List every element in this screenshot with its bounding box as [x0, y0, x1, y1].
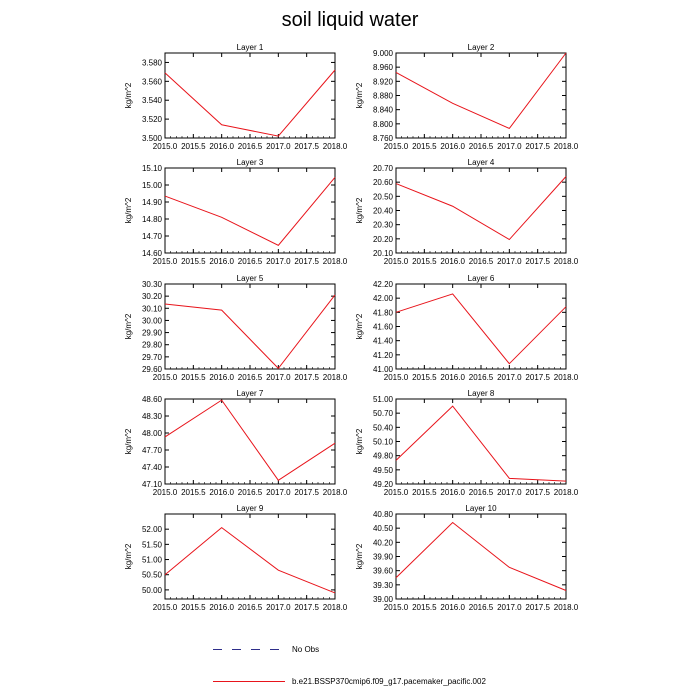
y-tick-label: 29.60 [141, 365, 162, 374]
y-tick-label: 20.30 [372, 220, 393, 230]
plot-frame [165, 399, 335, 484]
x-tick-label: 2015.0 [152, 257, 178, 266]
x-tick-label: 2015.0 [383, 257, 409, 266]
y-tick-label: 50.70 [372, 409, 393, 419]
series-line-1 [396, 177, 566, 240]
y-tick-label: 8.920 [372, 77, 393, 87]
chart-panel-6 [355, 274, 579, 382]
y-tick-label: 20.50 [372, 192, 393, 202]
y-tick-label: 3.520 [141, 115, 162, 125]
x-tick-label: 2017.0 [497, 257, 522, 266]
panel-title: Layer 8 [467, 389, 495, 398]
x-tick-label: 2017.0 [497, 142, 522, 151]
y-tick-label: 51.50 [141, 540, 162, 550]
x-tick-label: 2015.0 [383, 488, 409, 497]
y-tick-label: 20.10 [372, 249, 393, 258]
x-tick-label: 2015.0 [383, 142, 409, 151]
y-tick-label: 30.30 [141, 280, 162, 289]
y-axis-label: kg/m^2 [124, 543, 133, 570]
x-tick-label: 2015.0 [383, 373, 409, 382]
y-tick-label: 42.20 [372, 280, 393, 289]
chart-panel-9 [124, 504, 348, 612]
y-axis-label: kg/m^2 [124, 82, 133, 109]
series-line-1 [165, 177, 335, 245]
series-line-1 [396, 406, 566, 481]
y-axis-label: kg/m^2 [355, 313, 364, 340]
chart-legend [213, 645, 486, 686]
x-tick-label: 2017.0 [266, 373, 291, 382]
chart-panel-1 [124, 43, 348, 151]
y-axis-label: kg/m^2 [355, 543, 364, 570]
x-tick-label: 2018.0 [553, 257, 579, 266]
x-tick-label: 2016.5 [468, 488, 494, 497]
panel-title: Layer 9 [236, 504, 264, 513]
x-tick-label: 2017.5 [294, 373, 319, 382]
x-tick-label: 2016.5 [237, 488, 263, 497]
x-tick-label: 2015.5 [181, 603, 206, 612]
y-tick-label: 39.90 [372, 552, 393, 562]
figure-title: soil liquid water [281, 9, 419, 31]
y-tick-label: 3.500 [141, 134, 162, 143]
x-tick-label: 2018.0 [322, 488, 348, 497]
y-tick-label: 40.50 [372, 524, 393, 534]
x-tick-label: 2018.0 [553, 142, 579, 151]
y-tick-label: 8.840 [372, 105, 393, 115]
x-tick-label: 2016.0 [209, 488, 234, 497]
chart-panel-7 [124, 389, 348, 497]
y-tick-label: 9.000 [372, 49, 393, 58]
y-tick-label: 51.00 [372, 395, 393, 404]
y-tick-label: 39.30 [372, 580, 393, 590]
x-tick-label: 2018.0 [322, 142, 348, 151]
y-tick-label: 14.60 [141, 249, 162, 258]
y-tick-label: 41.00 [372, 365, 393, 374]
y-tick-label: 20.20 [372, 234, 393, 244]
x-tick-label: 2016.0 [440, 488, 465, 497]
x-tick-label: 2016.0 [440, 373, 465, 382]
y-tick-label: 39.60 [372, 566, 393, 576]
x-tick-label: 2015.0 [152, 488, 178, 497]
x-tick-label: 2017.0 [266, 257, 291, 266]
x-tick-label: 2017.5 [525, 603, 550, 612]
x-tick-label: 2017.5 [525, 257, 550, 266]
x-tick-label: 2017.0 [266, 488, 291, 497]
y-tick-label: 20.70 [372, 164, 393, 173]
plot-frame [165, 514, 335, 599]
x-tick-label: 2016.0 [440, 603, 465, 612]
panel-title: Layer 10 [465, 504, 497, 513]
y-tick-label: 30.10 [141, 304, 162, 314]
x-tick-label: 2017.5 [294, 488, 319, 497]
plot-frame [396, 168, 566, 253]
x-tick-label: 2015.5 [181, 257, 206, 266]
y-axis-label: kg/m^2 [355, 197, 364, 224]
chart-panel-5 [124, 274, 348, 382]
panel-title: Layer 2 [467, 43, 495, 52]
x-tick-label: 2015.5 [412, 257, 437, 266]
x-tick-label: 2015.5 [412, 603, 437, 612]
y-tick-label: 41.60 [372, 322, 393, 332]
x-tick-label: 2016.5 [468, 257, 494, 266]
x-tick-label: 2015.0 [383, 603, 409, 612]
y-tick-label: 30.20 [141, 292, 162, 302]
y-tick-label: 30.00 [141, 316, 162, 326]
x-tick-label: 2016.5 [237, 142, 263, 151]
y-tick-label: 15.00 [141, 181, 162, 190]
plot-frame [165, 53, 335, 138]
series-line-1 [165, 400, 335, 480]
chart-panel-10 [355, 504, 579, 612]
chart-panel-3 [124, 158, 348, 266]
y-tick-label: 3.540 [141, 96, 162, 106]
x-tick-label: 2018.0 [553, 488, 579, 497]
y-tick-label: 50.50 [141, 570, 162, 580]
panel-title: Layer 6 [467, 274, 495, 283]
x-tick-label: 2015.5 [181, 488, 206, 497]
x-tick-label: 2017.5 [525, 488, 550, 497]
series-line-1 [165, 70, 335, 136]
x-tick-label: 2017.0 [497, 373, 522, 382]
y-tick-label: 47.70 [141, 446, 162, 455]
y-tick-label: 50.10 [372, 437, 393, 447]
legend-series-label: b.e21.BSSP370cmip6.f09_g17.pacemaker_pacific.002 [292, 677, 486, 686]
x-tick-label: 2016.5 [237, 373, 263, 382]
x-tick-label: 2017.5 [294, 142, 319, 151]
plot-frame [396, 514, 566, 599]
x-tick-label: 2016.0 [209, 373, 234, 382]
y-tick-label: 15.10 [141, 164, 162, 173]
y-tick-label: 48.60 [141, 395, 162, 404]
y-tick-label: 48.30 [141, 412, 162, 421]
x-tick-label: 2018.0 [322, 373, 348, 382]
chart-panel-4 [355, 158, 579, 266]
y-tick-label: 3.560 [141, 77, 162, 87]
y-tick-label: 40.20 [372, 538, 393, 548]
x-tick-label: 2018.0 [553, 373, 579, 382]
y-tick-label: 41.80 [372, 308, 393, 318]
series-line-1 [165, 528, 335, 593]
series-line-1 [396, 523, 566, 591]
x-tick-label: 2015.5 [181, 373, 206, 382]
y-tick-label: 14.80 [141, 215, 162, 224]
panel-title: Layer 1 [236, 43, 264, 52]
y-tick-label: 29.90 [141, 328, 162, 338]
panel-title: Layer 5 [236, 274, 264, 283]
chart-panels [124, 43, 579, 612]
y-tick-label: 49.80 [372, 451, 393, 461]
x-tick-label: 2017.0 [266, 603, 291, 612]
x-tick-label: 2015.0 [152, 603, 178, 612]
y-tick-label: 41.20 [372, 350, 393, 360]
series-line-1 [396, 53, 566, 128]
y-axis-label: kg/m^2 [355, 428, 364, 455]
y-tick-label: 49.20 [372, 480, 393, 489]
plot-frame [165, 284, 335, 369]
series-line-1 [165, 295, 335, 368]
x-tick-label: 2017.5 [525, 373, 550, 382]
x-tick-label: 2017.0 [497, 603, 522, 612]
y-tick-label: 52.00 [141, 525, 162, 535]
y-axis-label: kg/m^2 [124, 313, 133, 340]
y-axis-label: kg/m^2 [355, 82, 364, 109]
y-tick-label: 3.580 [141, 58, 162, 68]
x-tick-label: 2015.0 [152, 142, 178, 151]
panel-title: Layer 4 [467, 158, 495, 167]
plot-frame [396, 284, 566, 369]
series-line-1 [396, 294, 566, 364]
y-tick-label: 51.00 [141, 555, 162, 565]
x-tick-label: 2017.5 [525, 142, 550, 151]
y-tick-label: 20.40 [372, 206, 393, 216]
x-tick-label: 2016.0 [209, 257, 234, 266]
legend-no-obs-label: No Obs [292, 645, 320, 654]
y-tick-label: 8.760 [372, 134, 393, 143]
y-tick-label: 47.10 [141, 480, 162, 489]
x-tick-label: 2016.0 [440, 142, 465, 151]
x-tick-label: 2017.5 [294, 603, 319, 612]
y-axis-label: kg/m^2 [124, 428, 133, 455]
x-tick-label: 2016.0 [440, 257, 465, 266]
x-tick-label: 2016.0 [209, 142, 234, 151]
y-tick-label: 20.60 [372, 178, 393, 188]
x-tick-label: 2016.5 [237, 257, 263, 266]
y-tick-label: 47.40 [141, 463, 162, 472]
y-tick-label: 42.00 [372, 294, 393, 304]
x-tick-label: 2016.5 [237, 603, 263, 612]
y-tick-label: 39.00 [372, 595, 393, 604]
y-tick-label: 14.90 [141, 198, 162, 207]
x-tick-label: 2017.0 [266, 142, 291, 151]
y-tick-label: 50.40 [372, 423, 393, 433]
y-tick-label: 49.50 [372, 465, 393, 475]
panel-title: Layer 3 [236, 158, 264, 167]
x-tick-label: 2015.5 [412, 142, 437, 151]
y-tick-label: 8.800 [372, 119, 393, 129]
x-tick-label: 2018.0 [322, 603, 348, 612]
x-tick-label: 2015.5 [412, 488, 437, 497]
plot-frame [165, 168, 335, 253]
y-tick-label: 41.40 [372, 336, 393, 346]
x-tick-label: 2016.5 [468, 142, 494, 151]
chart-panel-2 [355, 43, 579, 151]
y-tick-label: 29.70 [141, 352, 162, 362]
x-tick-label: 2018.0 [322, 257, 348, 266]
chart-panel-8 [355, 389, 579, 497]
x-tick-label: 2015.5 [181, 142, 206, 151]
x-tick-label: 2016.0 [209, 603, 234, 612]
x-tick-label: 2015.0 [152, 373, 178, 382]
y-tick-label: 8.960 [372, 63, 393, 73]
x-tick-label: 2017.0 [497, 488, 522, 497]
y-axis-label: kg/m^2 [124, 197, 133, 224]
x-tick-label: 2016.5 [468, 373, 494, 382]
y-tick-label: 40.80 [372, 510, 393, 519]
y-tick-label: 29.80 [141, 340, 162, 350]
x-tick-label: 2018.0 [553, 603, 579, 612]
y-tick-label: 48.00 [141, 429, 162, 438]
plot-frame [396, 53, 566, 138]
y-tick-label: 8.880 [372, 91, 393, 101]
panel-title: Layer 7 [236, 389, 264, 398]
x-tick-label: 2017.5 [294, 257, 319, 266]
x-tick-label: 2016.5 [468, 603, 494, 612]
y-tick-label: 14.70 [141, 232, 162, 241]
x-tick-label: 2015.5 [412, 373, 437, 382]
y-tick-label: 50.00 [141, 585, 162, 595]
